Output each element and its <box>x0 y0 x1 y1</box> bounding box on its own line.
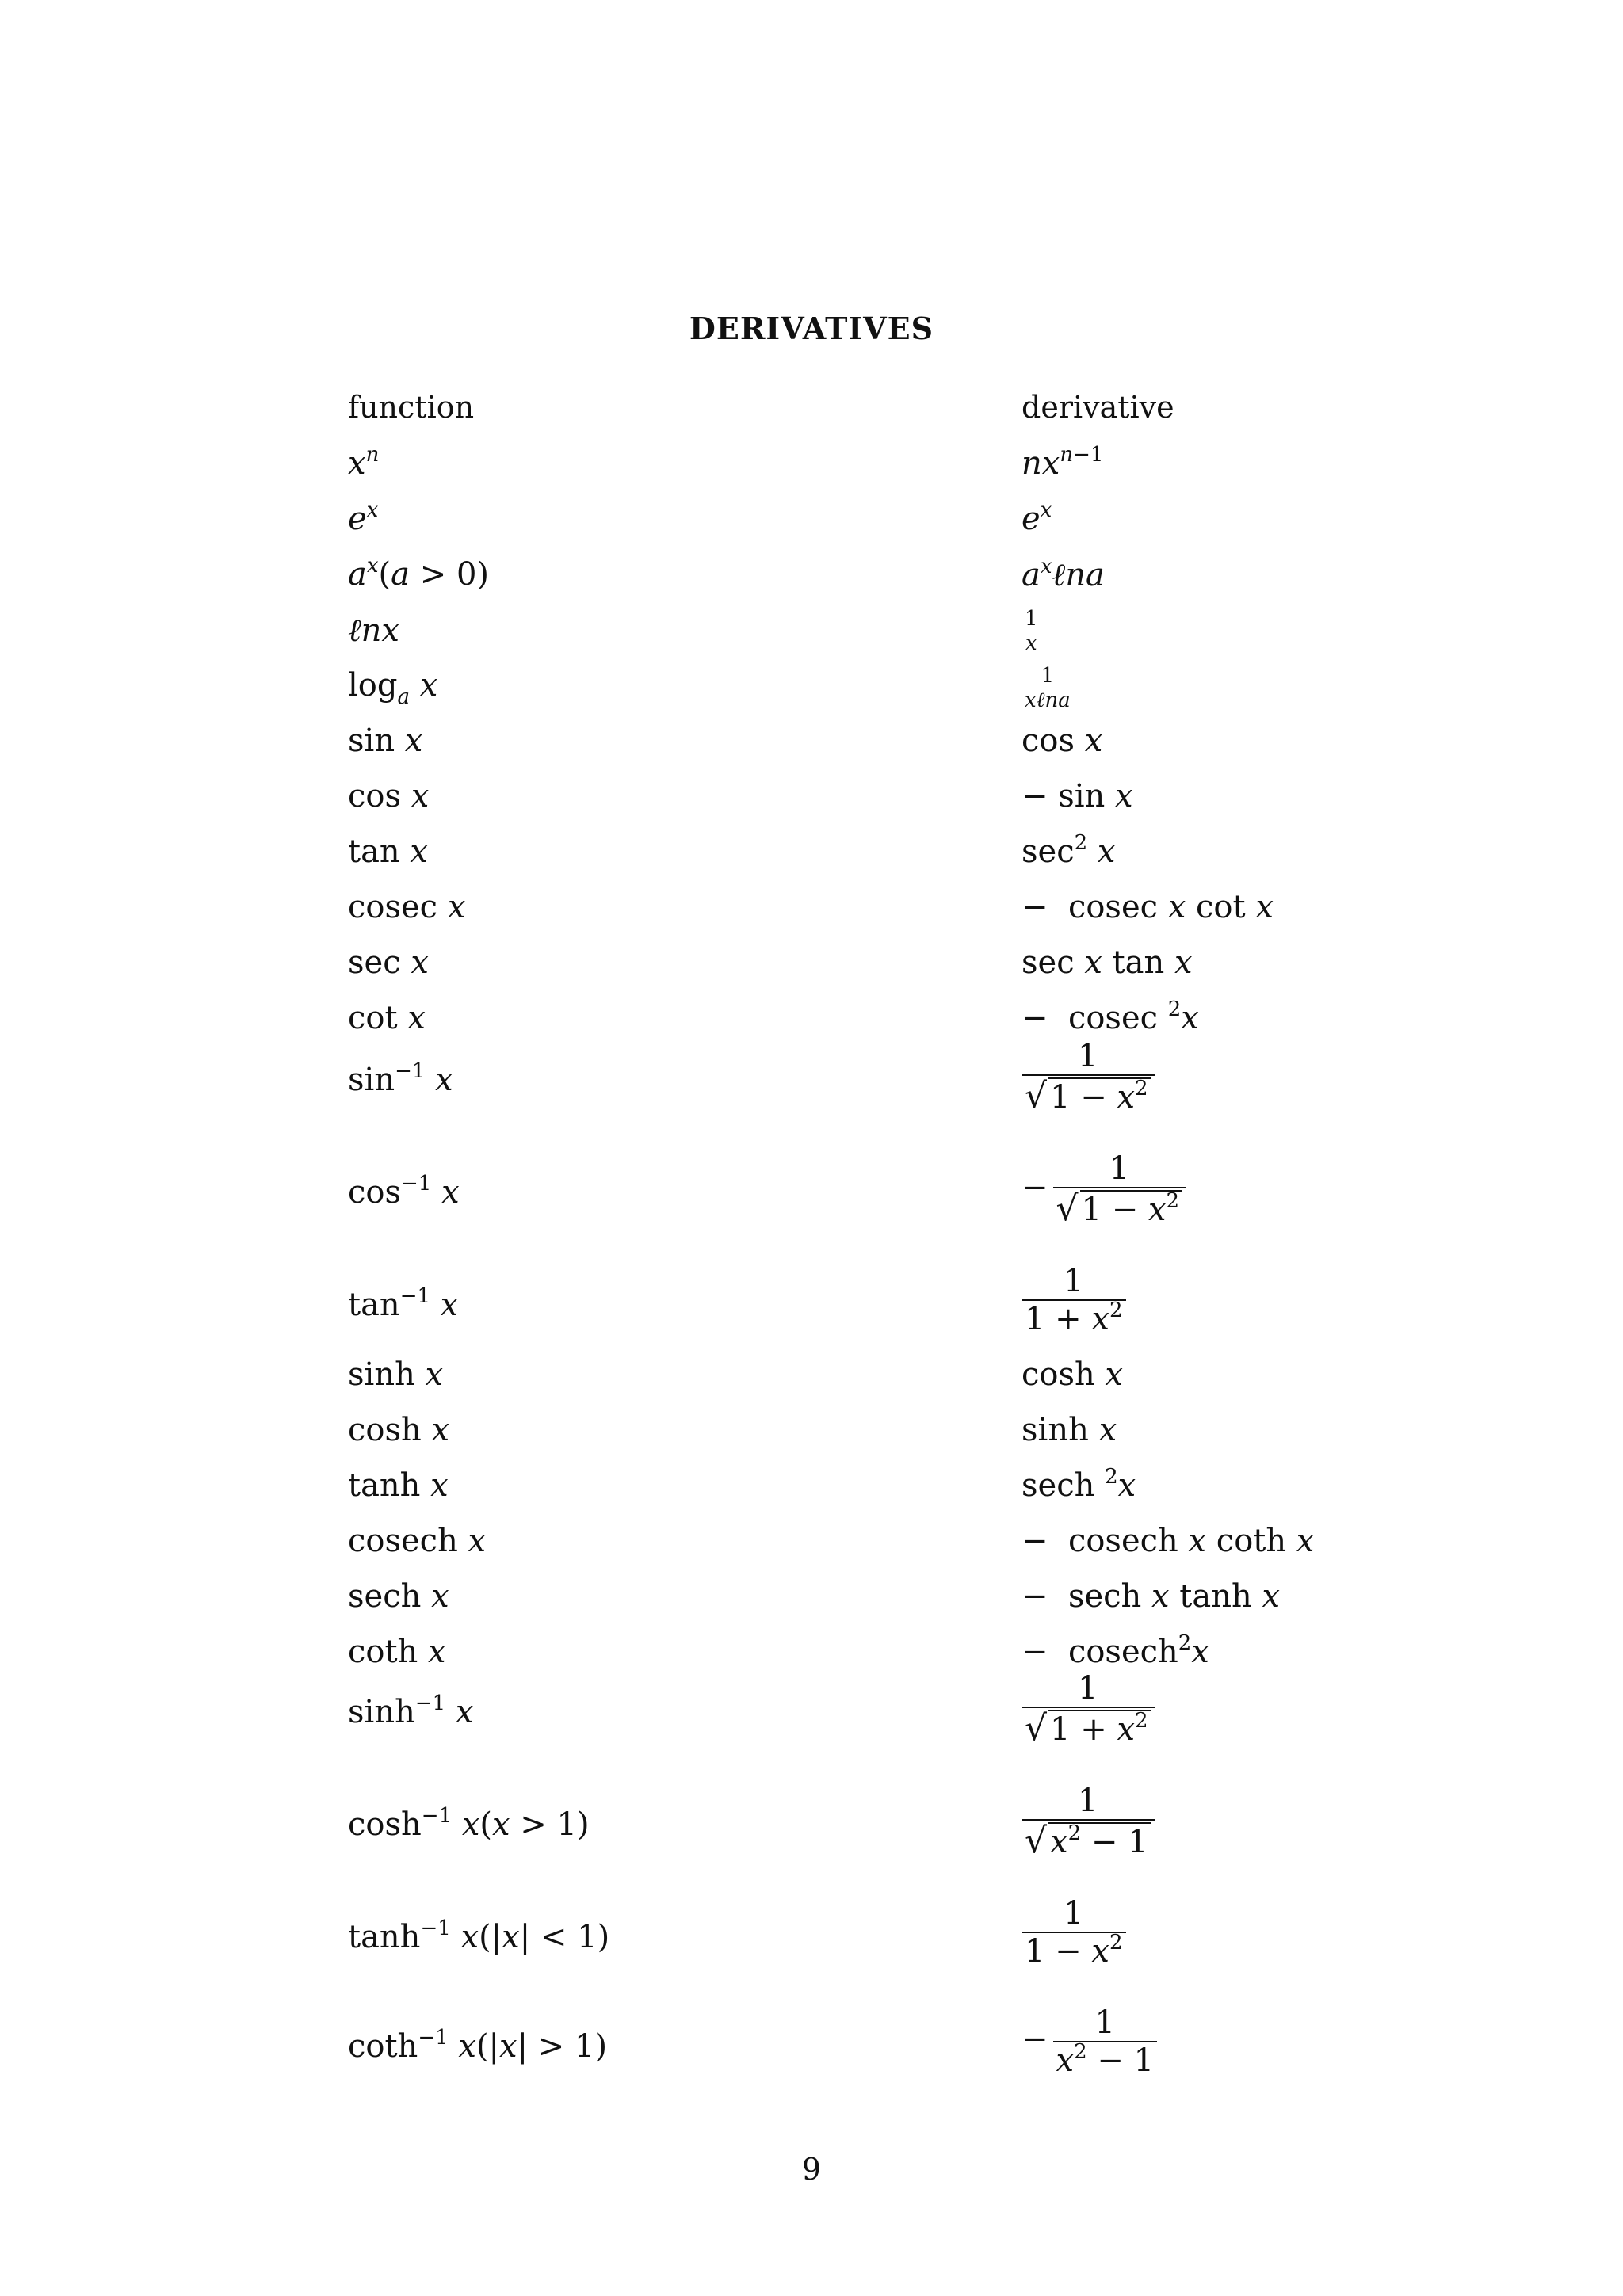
derivative-cell: sec x tan x <box>1022 944 1193 981</box>
function-cell: $e^x$ <box>348 498 379 537</box>
derivative-cell: − sech x tanh x <box>1022 1578 1281 1615</box>
derivative-cell: $\frac{1}{1 + x^2}$ <box>1022 1263 1126 1337</box>
derivative-cell: $\frac{1}{1 - x^2}$ <box>1022 1895 1126 1970</box>
page-title: DERIVATIVES <box>689 311 934 346</box>
derivative-cell: $\frac{1}{√ 1 + x^2}$ <box>1022 1670 1155 1749</box>
function-cell: cosech x <box>348 1523 487 1559</box>
function-cell: cosec x <box>348 889 466 925</box>
function-cell: sinh x <box>348 1356 444 1393</box>
derivative-cell: cos x <box>1022 723 1103 759</box>
function-cell: cos x <box>348 778 430 814</box>
derivative-cell: $nx^{n-1}$ <box>1022 443 1104 482</box>
function-cell: $x^n$ <box>348 443 380 482</box>
derivative-cell: − $\frac{1}{x^2 - 1}$ <box>1022 2004 1157 2079</box>
function-cell: $a^x(a > 0)$ <box>348 554 489 593</box>
derivative-cell: $e^x$ <box>1022 498 1052 537</box>
derivative-cell: − cosec x cot x <box>1022 889 1274 925</box>
column-header-derivative: derivative <box>1022 390 1174 425</box>
page-number: 9 <box>801 2152 822 2187</box>
derivative-cell: $\sec^2 x$ <box>1022 831 1116 870</box>
function-cell: $\cosh^{-1} x(x > 1)$ <box>348 1804 590 1843</box>
function-cell: coth$^{-1}$ x(|x| > 1) <box>348 2026 608 2065</box>
function-cell: ℓnx <box>348 612 399 649</box>
function-cell: $\sinh^{-1} x$ <box>348 1691 474 1730</box>
derivative-cell: − sin x <box>1022 778 1133 814</box>
column-header-function: function <box>348 390 475 425</box>
function-cell: tanh x <box>348 1467 449 1504</box>
derivative-cell: $a^x\ell na$ <box>1022 555 1105 593</box>
derivative-cell: − $\frac{1}{√ 1 - x^2}$ <box>1022 1150 1186 1229</box>
derivative-cell: $\frac{1}{\text{xℓna}}$ <box>1022 664 1074 712</box>
function-cell: cosh x <box>348 1412 450 1448</box>
derivative-cell: sinh x <box>1022 1412 1117 1448</box>
function-cell: tan x <box>348 833 428 870</box>
function-cell: $\sin^{-1} x$ <box>348 1059 453 1098</box>
function-cell: $\tan^{-1} x$ <box>348 1284 459 1323</box>
derivative-cell: − cosech$^2$x <box>1022 1631 1209 1670</box>
function-cell: coth x <box>348 1634 446 1670</box>
function-cell: cot x <box>348 1000 426 1036</box>
function-cell: sec x <box>348 944 429 981</box>
function-cell: $\log_a x$ <box>348 667 438 709</box>
derivative-cell: − cosech x coth x <box>1022 1523 1315 1559</box>
function-cell: sech x <box>348 1578 449 1615</box>
function-cell: $\cos^{-1} x$ <box>348 1172 460 1211</box>
function-cell: sin x <box>348 723 423 759</box>
derivative-cell: $\frac{1}{√ 1 - x^2}$ <box>1022 1038 1155 1116</box>
derivative-cell: − cosec $^2$x <box>1022 997 1199 1036</box>
derivative-cell: $\frac{1}{x}$ <box>1022 607 1041 655</box>
derivative-cell: sech $^2$x <box>1022 1465 1136 1504</box>
derivative-cell: cosh x <box>1022 1356 1124 1393</box>
function-cell: $\tanh^{-1} x(|x| < 1)$ <box>348 1917 610 1955</box>
derivative-cell: $\frac{1}{√ x^2 - 1}$ <box>1022 1783 1155 1861</box>
